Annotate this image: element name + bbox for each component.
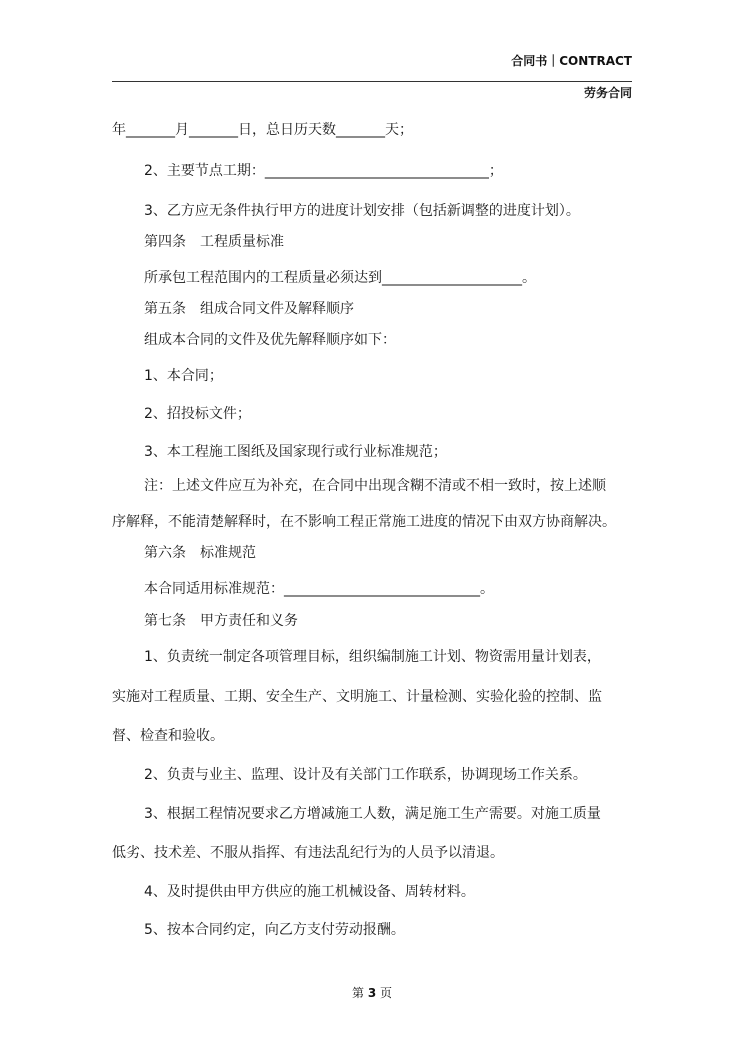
- note-line-2: 序解释，不能清楚解释时，在不影响工程正常施工进度的情况下由双方协商解决。: [112, 514, 616, 530]
- header-divider: [112, 81, 632, 82]
- schedule-compliance-clause: 3、乙方应无条件执行甲方的进度计划安排（包括新调整的进度计划）。: [144, 203, 580, 219]
- document-item-2: 2、招投标文件；: [144, 406, 251, 422]
- schedule-days-line: 年_______月_______日，总日历天数_______天；: [112, 122, 413, 138]
- standards-clause: 本合同适用标准规范：____________________________。: [144, 581, 494, 597]
- footer-prefix: 第: [351, 986, 364, 1000]
- article-4-heading: 第四条 工程质量标准: [144, 234, 284, 250]
- header-title: 合同书｜CONTRACT: [511, 54, 632, 68]
- document-item-3: 3、本工程施工图纸及国家现行或行业标准规范；: [144, 444, 447, 460]
- article-5-heading: 第五条 组成合同文件及解释顺序: [144, 301, 354, 317]
- document-item-1: 1、本合同；: [144, 368, 223, 384]
- document-priority-intro: 组成本合同的文件及优先解释顺序如下：: [144, 332, 396, 348]
- note-line-1: 注：上述文件应互为补充，在合同中出现含糊不清或不相一致时，按上述顺: [144, 478, 606, 494]
- duty-2: 2、负责与业主、监理、设计及有关部门工作联系，协调现场工作关系。: [144, 767, 587, 783]
- milestone-schedule-clause: 2、主要节点工期：________________________________；: [144, 163, 503, 179]
- duty-5: 5、按本合同约定，向乙方支付劳动报酬。: [144, 922, 405, 938]
- duty-1-line-3: 督、检查和验收。: [112, 728, 224, 744]
- duty-1-line-2: 实施对工程质量、工期、安全生产、文明施工、计量检测、实验化验的控制、监: [112, 689, 602, 705]
- footer-suffix: 页: [380, 986, 393, 1000]
- duty-3-line-1: 3、根据工程情况要求乙方增减施工人数，满足施工生产需要。对施工质量: [144, 806, 601, 822]
- duty-4: 4、及时提供由甲方供应的施工机械设备、周转材料。: [144, 884, 475, 900]
- article-6-heading: 第六条 标准规范: [144, 545, 256, 561]
- duty-1-line-1: 1、负责统一制定各项管理目标，组织编制施工计划、物资需用量计划表，: [144, 649, 601, 665]
- header-subtitle: 劳务合同: [583, 86, 632, 100]
- page-number: 3: [367, 986, 377, 1000]
- page-footer: [0, 984, 744, 1001]
- quality-standard-clause: 所承包工程范围内的工程质量必须达到____________________。: [144, 270, 536, 286]
- article-7-heading: 第七条 甲方责任和义务: [144, 613, 298, 629]
- duty-3-line-2: 低劣、技术差、不服从指挥、有违法乱纪行为的人员予以清退。: [112, 845, 504, 861]
